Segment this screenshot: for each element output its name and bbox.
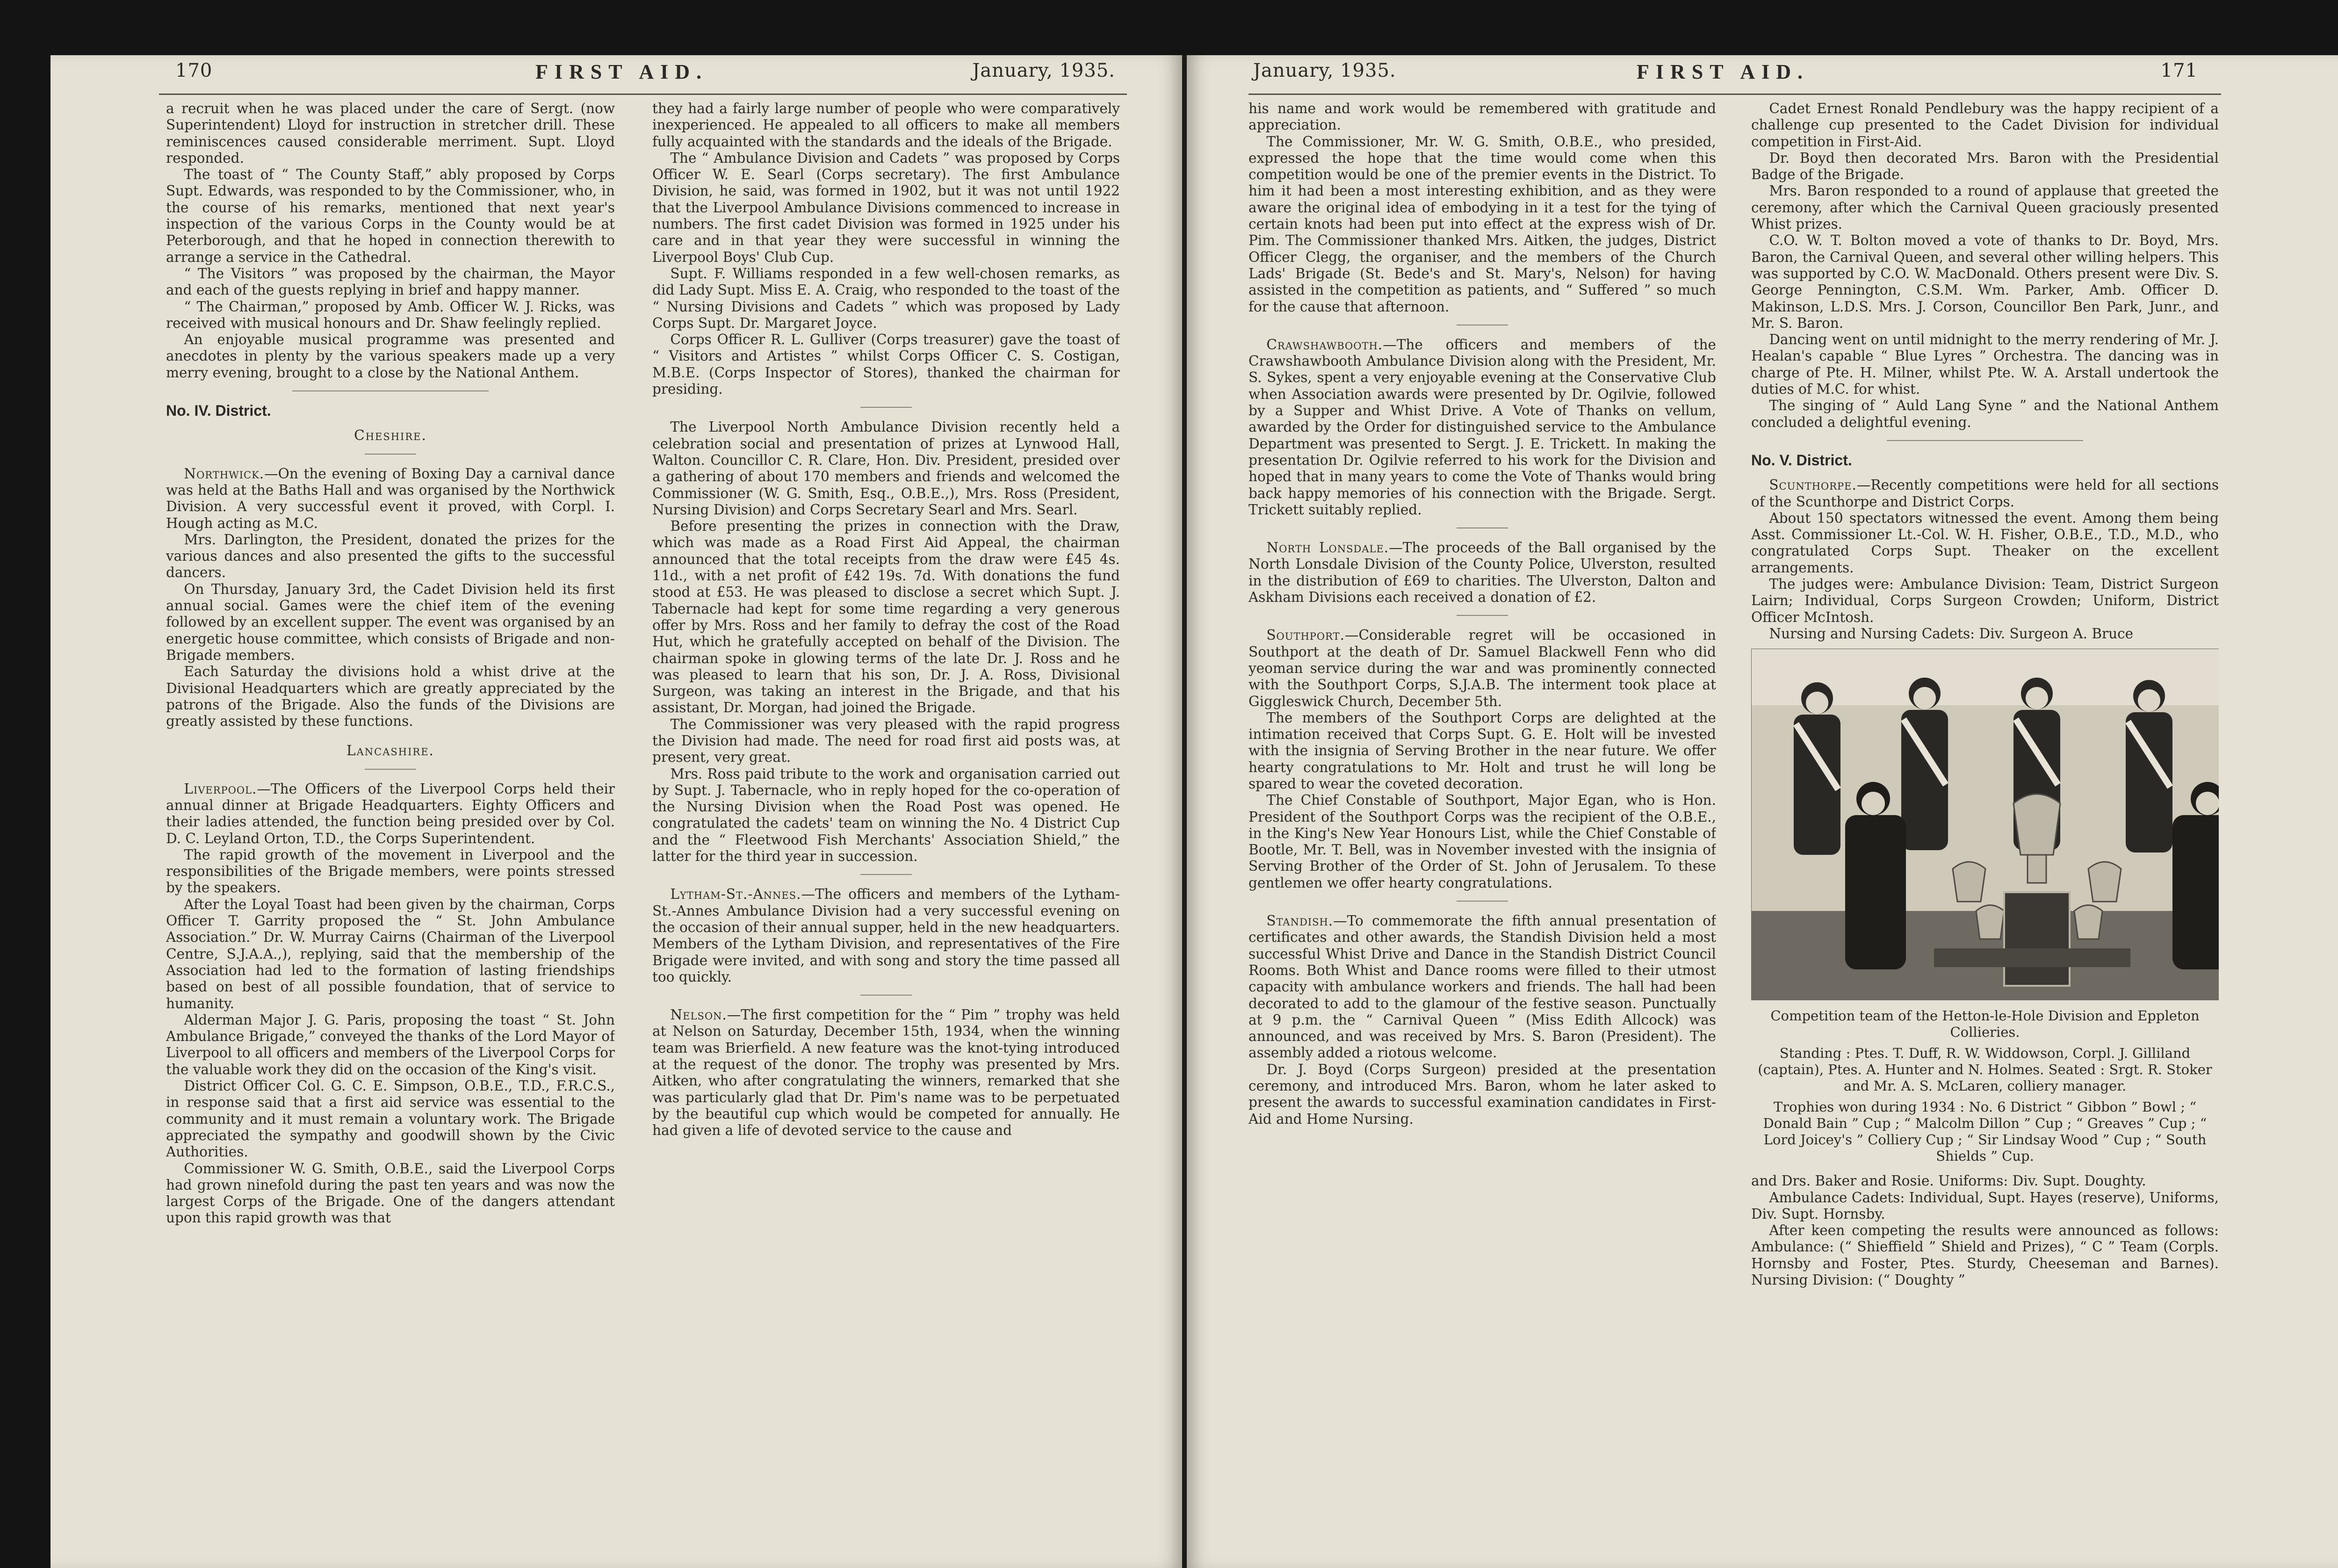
issue-date: January, 1935. bbox=[972, 60, 1115, 81]
paragraph: About 150 spectators witnessed the event. Among them being Asst. Commissioner Lt.-Col. W. H. Fisher, O.B.E., T.D., M.D., who congratulated Corps Supt. Theaker on the excellent arrangements. bbox=[1751, 510, 2219, 576]
paragraph bbox=[166, 781, 615, 847]
paragraph: Dr. J. Boyd (Corps Surgeon) presided at the presentation ceremony, and introduced Mrs. Baron, whom he later asked to present the awards to successful examination candidates in First-Aid and Home Nursing. bbox=[1248, 1061, 1716, 1127]
paragraph-text: —To commemorate the fifth annual presentation of certificates and other awards, the Standish Division held a most successful Whist Drive and Dance in the Standish District Council Rooms. Both Whist and Dance rooms were filled to their utmost capacity with ambulance workers and friends. The hall had been decorated to add to the glamour of the festive season. Punctually at 9 p.m. the “ Carnival Queen ” (Miss Edith Allcock) was announced, and was received by Mrs. S. Baron (President). The assembly added a riotous welcome. bbox=[1248, 913, 1716, 1061]
place-name: Standish. bbox=[1266, 913, 1334, 929]
paragraph: The Chief Constable of Southport, Major Egan, who is Hon. President of the Southport Corps was the recipient of the O.B.E., in the King's New Year Honours List, while the Chief Constable of Bootle, Mr. T. Bell, was in November invested with the insignia of Serving Brother of the Order of St. John of Jerusalem. To these gentlemen we offer hearty congratulations. bbox=[1248, 792, 1716, 891]
paragraph: Supt. F. Williams responded in a few well-chosen remarks, as did Lady Supt. Miss E. A. Craig, who responded to the toast of the “ Nursing Divisions and Cadets ” which was proposed by Lady Corps Supt. Dr. Margaret Joyce. bbox=[652, 265, 1120, 331]
paragraph bbox=[652, 886, 1120, 985]
paragraph: “ The Visitors ” was proposed by the chairman, the Mayor and each of the guests replying in brief and happy manner. bbox=[166, 265, 615, 298]
left-running-head bbox=[175, 60, 1115, 93]
paragraph bbox=[1248, 913, 1716, 1062]
paragraph: The members of the Southport Corps are delighted at the intimation received that Corps Supt. G. E. Holt will be invested with the insignia of Serving Brother in the near future. We offer hearty congratulations to Mr. Holt and trust he will long be spared to wear the coveted decoration. bbox=[1248, 709, 1716, 792]
section-divider bbox=[1457, 901, 1508, 902]
journal-title: FIRST AID. bbox=[535, 60, 708, 83]
paragraph: After the Loyal Toast had been given by the chairman, Corps Officer T. Garrity proposed the “ St. John Ambulance Association.” Dr. W. Murray Cairns (Chairman of the Liverpool Centre, S.J.A.A.,), replying, said that the membership of the Association had led to the formation of lasting friendships based on best of all possible foundation, that of service to humanity. bbox=[166, 896, 615, 1012]
paragraph: Each Saturday the divisions hold a whist drive at the Divisional Headquarters which are greatly appreciated by the patrons of the Brigade. Also the funds of the Divisions are greatly assisted by these functions. bbox=[166, 664, 615, 730]
right-column-1 bbox=[1248, 101, 1716, 1401]
district-heading: No. IV. District. bbox=[166, 402, 271, 419]
section-divider bbox=[292, 390, 489, 391]
paragraph: District Officer Col. G. C. E. Simpson, O.B.E., T.D., F.R.C.S., in response said that a first aid service was essential to the community and it must remain a voluntary work. The Brigade appreciated the sympathy and goodwill shown by the Civic Authorities. bbox=[166, 1078, 615, 1160]
right-running-head bbox=[1253, 60, 2198, 93]
section-divider bbox=[860, 874, 912, 875]
left-column-2 bbox=[652, 101, 1120, 1401]
paragraph: Before presenting the prizes in connection with the Draw, which was made as a Road First Aid Appeal, the chairman announced that the total receipts from the draw were £45 4s. 11d., with a net profit of £42 19s. 7d. With donations the fund stood at £53. He was pleased to disclose a secret which Supt. J. Tabernacle had kept for some time regarding a very generous offer by Mrs. Ross and her family to defray the cost of the Road Hut, which he gratefully accepted on behalf of the Division. The chairman spoke in glowing terms of the late Dr. J. Ross and he was pleased to learn that his son, Dr. J. A. Ross, Divisional Surgeon, was taking an interest in the Brigade, and that his assistant, Dr. Morgan, had joined the Brigade. bbox=[652, 518, 1120, 716]
caption-title: Competition team of the Hetton-le-Hole Division and Eppleton Collieries. bbox=[1770, 1008, 2200, 1041]
header-rule bbox=[159, 94, 1127, 95]
place-name: Crawshawbooth. bbox=[1266, 336, 1383, 353]
paragraph-text: —Considerable regret will be occasioned in Southport at the death of Dr. Samuel Blackwell Fenn who did yeoman service during the war and was prominently connected with the Southport Corps, S.J.A.B. The interment took place at Giggleswick Church, December 5th. bbox=[1248, 627, 1716, 709]
place-name: Northwick. bbox=[184, 465, 265, 482]
paragraph: The Commissioner was very pleased with the rapid progress the Division had made. The need for road first aid posts was, at present, very great. bbox=[652, 716, 1120, 766]
issue-date: January, 1935. bbox=[1253, 60, 1396, 81]
paragraph: C.O. W. T. Bolton moved a vote of thanks to Dr. Boyd, Mrs. Baron, the Carnival Queen, and several other willing helpers. This was supported by C.O. W. MacDonald. Others present were Div. S. George Pennington, C.S.M. Wm. Parker, Amb. Officer D. Makinson, L.D.S. Mrs. J. Corson, Councillor Ben Park, Junr., and Mr. S. Baron. bbox=[1751, 232, 2219, 331]
section-divider bbox=[365, 454, 416, 455]
paragraph: Ambulance Cadets: Individual, Supt. Hayes (reserve), Uniforms, Div. Supt. Hornsby. bbox=[1751, 1189, 2219, 1222]
paragraph: The toast of “ The County Staff,” ably proposed by Corps Supt. Edwards, was responded to by the Commissioner, who, in the course of his remarks, mentioned that next year's inspection of the various Corps in the County would be at Peterborough, and that he hoped in connection therewith to arrange a service in the Cathedral. bbox=[166, 166, 615, 265]
caption-trophies: Trophies won during 1934 : No. 6 District “ Gibbon ” Bowl ; “ Donald Bain ” Cup ; “ Malcolm Dillon ” Cup ; “ Greaves ” Cup ; “ Lord Joicey's ” Colliery Cup ; “ Sir Lindsay Wood ” Cup ; “ South Shields ” Cup. bbox=[1763, 1099, 2207, 1164]
paragraph: Mrs. Darlington, the President, donated the prizes for the various dances and also presented the gifts to the successful dancers. bbox=[166, 531, 615, 581]
book-gutter bbox=[1182, 55, 1187, 1568]
paragraph: The Liverpool North Ambulance Division recently held a celebration social and presentation of prizes at Lynwood Hall, Walton. Councillor C. R. Clare, Hon. Div. President, presided over a gathering of about 170 members and friends and welcomed the Commissioner (W. G. Smith, Esq., O.B.E.,), Mrs. Ross (President, Nursing Division) and Corps Secretary Searl and Mrs. Searl. bbox=[652, 419, 1120, 518]
section-divider bbox=[365, 769, 416, 770]
county-heading: Lancashire. bbox=[346, 743, 434, 759]
paragraph: On Thursday, January 3rd, the Cadet Division held its first annual social. Games were the chief item of the evening followed by an excellent supper. The event was organised by an energetic house committee, which consists of Brigade and non-Brigade members. bbox=[166, 581, 615, 663]
page-number: 170 bbox=[175, 60, 213, 81]
header-rule bbox=[1248, 94, 2221, 95]
section-divider bbox=[1887, 440, 2083, 441]
paragraph: The rapid growth of the movement in Liverpool and the responsibilities of the Brigade members, were points stressed by the speakers. bbox=[166, 846, 615, 896]
section-divider bbox=[860, 995, 912, 996]
section-divider bbox=[1457, 527, 1508, 528]
paragraph: they had a fairly large number of people who were comparatively inexperienced. He appealed to all officers to make all members fully acquainted with the standards and the ideals of the Brigade. bbox=[652, 101, 1120, 150]
team-photo-image bbox=[1752, 649, 2219, 1000]
paragraph: The judges were: Ambulance Division: Team, District Surgeon Lairn; Individual, Corps Surgeon Crowden; Uniform, District Officer McIntosh. bbox=[1751, 576, 2219, 625]
district-heading: No. V. District. bbox=[1751, 451, 1852, 469]
paragraph-text: —On the evening of Boxing Day a carnival dance was held at the Baths Hall and was organised by the Northwick Division. A very successful event it proved, with Corpl. I. Hough acting as M.C. bbox=[166, 465, 615, 531]
place-name: North Lonsdale. bbox=[1266, 540, 1389, 556]
place-name: Liverpool. bbox=[184, 780, 257, 797]
paragraph: An enjoyable musical programme was presented and anecdotes in plenty by the various speakers made up a very merry evening, brought to a close by the National Anthem. bbox=[166, 332, 615, 381]
paragraph: The “ Ambulance Division and Cadets ” was proposed by Corps Officer W. E. Searl (Corps secretary). The first Ambulance Division, he said, was formed in 1902, but it was not until 1922 that the Liverpool Ambulance Divisions commenced to increase in numbers. The first cadet Division was formed in 1925 under his care and in that year they were successful in winning the Liverpool Boys' Club Cup. bbox=[652, 150, 1120, 265]
paragraph: Nursing and Nursing Cadets: Div. Surgeon A. Bruce bbox=[1769, 625, 2134, 642]
paragraph: Dancing went on until midnight to the merry rendering of Mr. J. Healan's capable “ Blue Lyres ” Orchestra. The dancing was in charge of Pte. H. Milner, whilst Pte. W. A. Arstall undertook the duties of M.C. for whist. bbox=[1751, 332, 2219, 397]
section-divider bbox=[860, 407, 912, 408]
left-column-1 bbox=[166, 101, 615, 1401]
paragraph: Commissioner W. G. Smith, O.B.E., said the Liverpool Corps had grown ninefold during the past ten years and was now the largest Corps of the Brigade. One of the dangers attendant upon this rapid growth was that bbox=[166, 1160, 615, 1226]
paragraph: The Commissioner, Mr. W. G. Smith, O.B.E., who presided, expressed the hope that the time would come when this competition would be one of the premier events in the District. To him it had been a most interesting exhibition, and as they were aware the original idea of embodying in it a test for the tying of certain knots had been put into effect at the express wish of Dr. Pim. The Commissioner thanked Mrs. Aitken, the judges, District Officer Clegg, the organiser, and the members of the Church Lads' Brigade (St. Bede's and St. Mary's, Nelson) for having assisted in the competition as patients, and “ Suffered ” so much for the cause that afternoon. bbox=[1248, 133, 1716, 315]
paragraph bbox=[1751, 477, 2219, 510]
photo-caption bbox=[1751, 1008, 2219, 1164]
paragraph: a recruit when he was placed under the care of Sergt. (now Superintendent) Lloyd for instruction in stretcher drill. These reminiscences caused considerable merriment. Supt. Lloyd responded. bbox=[166, 101, 615, 166]
paragraph-text: —The officers and members of the Crawshawbooth Ambulance Division along with the President, Mr. S. Sykes, spent a very enjoyable evening at the Conservative Club when Association awards were presented by Dr. Ogilvie, followed by a Supper and Whist Drive. A Vote of Thanks on vellum, awarded by the Order for distinguished service to the Ambulance Department was presented to Sergt. J. E. Trickett. In making the presentation Dr. Ogilvie referred to his work for the Division and hoped that in many years to come the Vote of Thanks would bring back happy memories of his connection with the Brigade. Sergt. Trickett suitably replied. bbox=[1248, 336, 1716, 518]
paragraph-text: —The officers and members of the Lytham-St.-Annes Ambulance Division had a very successful evening on the occasion of their annual supper, held in the new headquarters. Members of the Lytham Division, and representatives of the Fire Brigade were invited, and with song and story the time passed all too quickly. bbox=[652, 886, 1120, 985]
paragraph-text: —The first competition for the “ Pim ” trophy was held at Nelson on Saturday, December 15th, 1934, when the winning team was Brierfield. A new feature was the knot-tying introduced at the request of the donor. The trophy was presented by Mrs. Aitken, who after congratulating the winners, remarked that she was particularly glad that Dr. Pim's name was to be perpetuated by the beautiful cup which would be competed for annually. He had given a life of devoted service to the cause and bbox=[652, 1007, 1120, 1139]
page-number: 171 bbox=[2160, 60, 2198, 81]
place-name: Nelson. bbox=[670, 1007, 727, 1023]
paragraph: his name and work would be remembered with gratitude and appreciation. bbox=[1248, 101, 1716, 133]
paragraph: and Drs. Baker and Rosie. Uniforms: Div. Supt. Doughty. bbox=[1751, 1173, 2146, 1189]
place-name: Lytham-St.-Annes. bbox=[670, 886, 801, 903]
paragraph: Dr. Boyd then decorated Mrs. Baron with the Presidential Badge of the Brigade. bbox=[1751, 150, 2219, 183]
paragraph: Corps Officer R. L. Gulliver (Corps treasurer) gave the toast of “ Visitors and Artistes ” whilst Corps Officer C. S. Costigan, M.B.E. (Corps Inspector of Stores), thanked the chairman for presiding. bbox=[652, 332, 1120, 397]
paragraph: “ The Chairman,” proposed by Amb. Officer W. J. Ricks, was received with musical honours and Dr. Shaw feelingly replied. bbox=[166, 298, 615, 331]
paragraph bbox=[1248, 540, 1716, 606]
shield-trophy bbox=[2004, 892, 2070, 986]
paragraph bbox=[652, 1007, 1120, 1139]
paragraph: Mrs. Baron responded to a round of applause that greeted the ceremony, after which the Carnival Queen graciously presented Whist prizes. bbox=[1751, 183, 2219, 232]
place-name: Scunthorpe. bbox=[1769, 477, 1857, 493]
journal-title: FIRST AID. bbox=[1637, 60, 1810, 83]
paragraph: Alderman Major J. G. Paris, proposing the toast “ St. John Ambulance Brigade,” conveyed the thanks of the Lord Mayor of Liverpool to all officers and members of the Liverpool Corps for the valuable work they did on the occasion of the King's visit. bbox=[166, 1012, 615, 1077]
paragraph-text: —The proceeds of the Ball organised by the North Lonsdale Division of the County Police, Ulverston, resulted in the distribution of £69 to charities. The Ulverston, Dalton and Askham Divisions each received a donation of £2. bbox=[1248, 540, 1716, 606]
caption-names: Standing : Ptes. T. Duff, R. W. Widdowson, Corpl. J. Gilliland (captain), Ptes. A. Hunter and N. Holmes. Seated : Srgt. R. Stoker and Mr. A. S. McLaren, colliery manager. bbox=[1758, 1045, 2212, 1094]
paragraph bbox=[166, 466, 615, 532]
paragraph: The singing of “ Auld Lang Syne ” and the National Anthem concluded a delightful evening. bbox=[1751, 397, 2219, 430]
paragraph bbox=[1248, 627, 1716, 709]
county-heading: Cheshire. bbox=[354, 427, 427, 444]
paragraph-text: —The Officers of the Liverpool Corps held their annual dinner at Brigade Headquarters. Eighty Officers and their ladies attended, the function being presided over by Col. D. C. Leyland Orton, T.D., the Corps Superintendent. bbox=[166, 780, 615, 846]
paragraph bbox=[1248, 337, 1716, 518]
right-column-2 bbox=[1751, 101, 2219, 1401]
place-name: Southport. bbox=[1266, 627, 1345, 643]
team-photograph bbox=[1751, 649, 2219, 1000]
paragraph-text: —Recently competitions were held for all sections of the Scunthorpe and District Corps. bbox=[1751, 477, 2219, 510]
paragraph: Mrs. Ross paid tribute to the work and organisation carried out by Supt. J. Tabernacle, who in reply hoped for the co-operation of the Nursing Division when the Road Post was opened. He congratulated the cadets' team on winning the No. 4 District Cup and the “ Fleetwood Fish Merchants' Association Shield,” the latter for the third year in succession. bbox=[652, 766, 1120, 865]
paragraph: Cadet Ernest Ronald Pendlebury was the happy recipient of a challenge cup presented to the Cadet Division for individual competition in First-Aid. bbox=[1751, 101, 2219, 150]
paragraph: After keen competing the results were announced as follows: Ambulance: (“ Shieffield ” Shield and Prizes), “ C ” Team (Corpls. Hornsby and Foster, Ptes. Sturdy, Cheeseman and Barnes). Nursing Division: (“ Doughty ” bbox=[1751, 1222, 2219, 1288]
section-divider bbox=[1457, 615, 1508, 616]
